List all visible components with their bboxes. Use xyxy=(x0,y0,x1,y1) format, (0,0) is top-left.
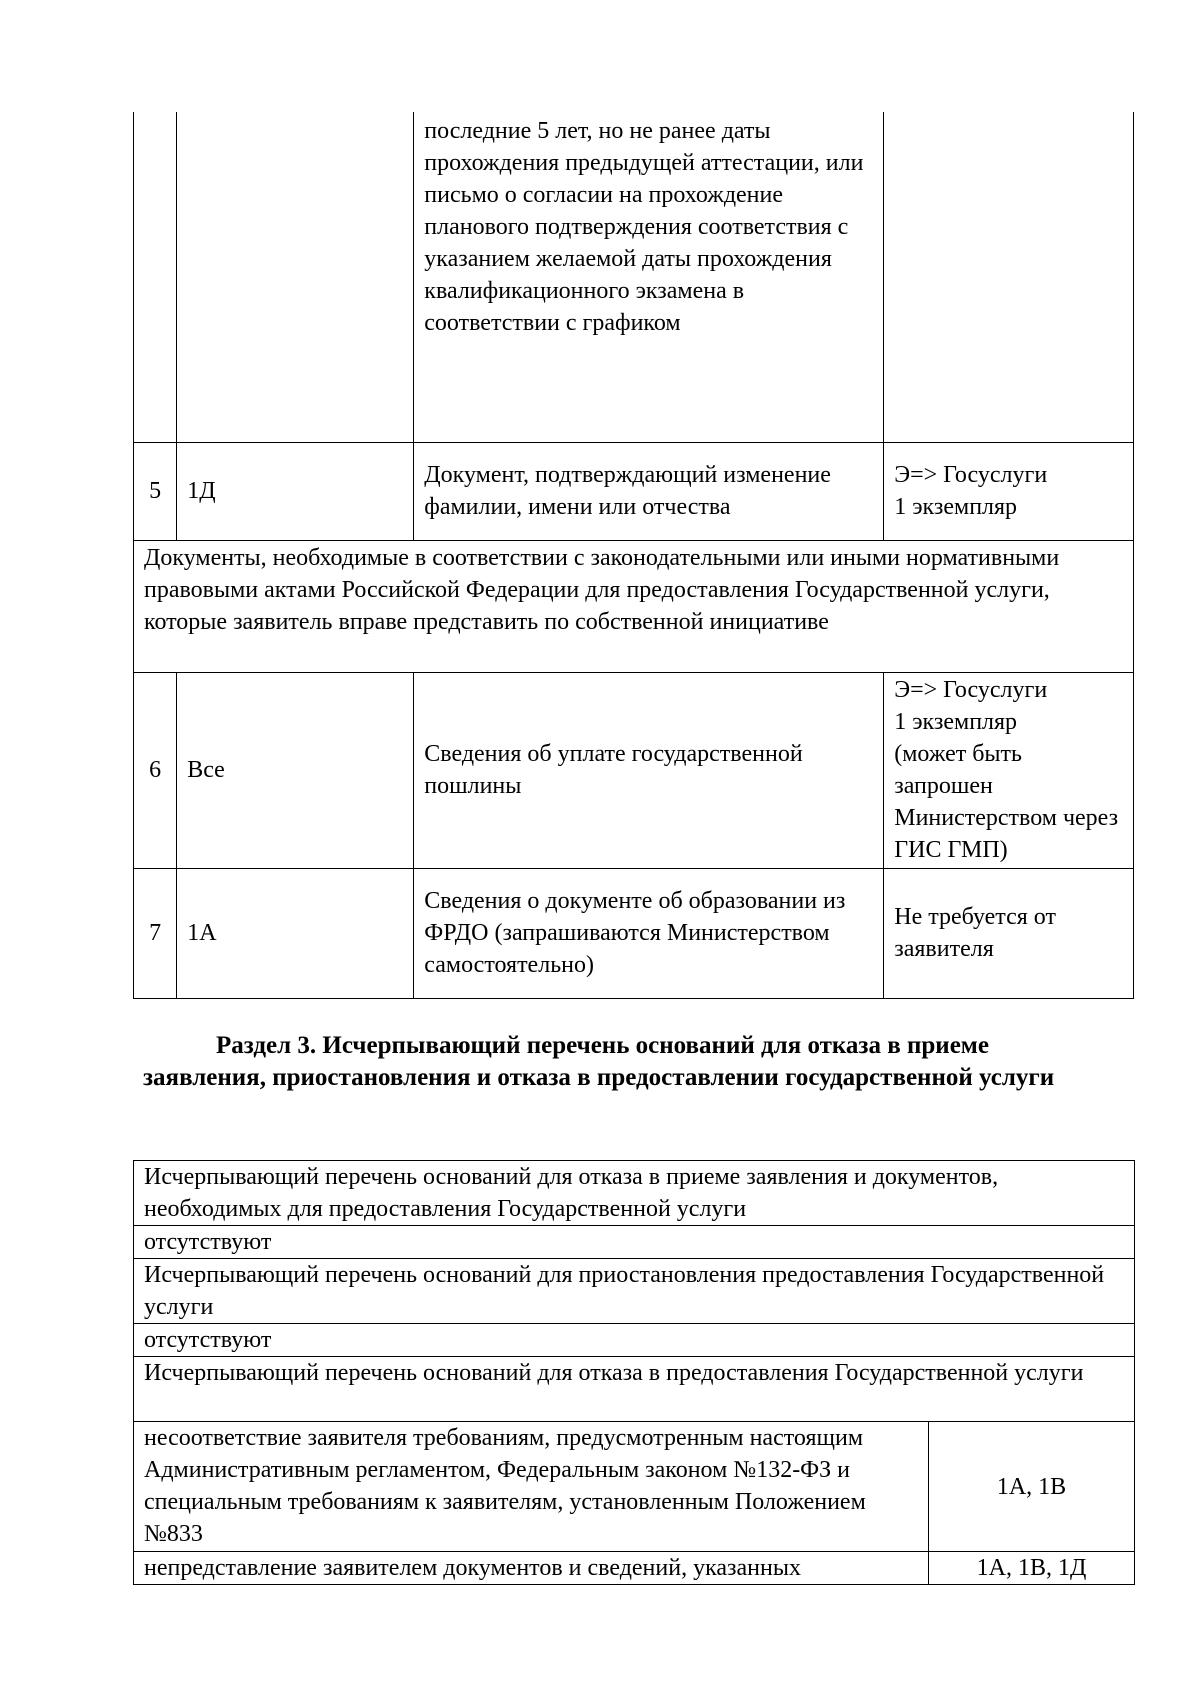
refusal-reason-cell: непредставление заявителем документов и сведений, указанных xyxy=(134,1552,929,1585)
refusal-accept-title: Исчерпывающий перечень оснований для отказа в приеме заявления и документов, необходимых для предоставления Государственной услуги xyxy=(134,1161,1135,1226)
section-3-heading: Раздел 3. Исчерпывающий перечень оснований для отказа в приеме заявления, приостановления и отказа в предоставлении государственной услуги xyxy=(143,1032,1055,1091)
table-row xyxy=(134,1357,1135,1422)
table-row xyxy=(134,1552,1135,1585)
row-number-cell: 7 xyxy=(134,868,177,998)
refusal-accept-value: отсутствуют xyxy=(134,1226,1135,1259)
table-row xyxy=(134,868,1134,998)
applicant-code-cell xyxy=(177,112,414,442)
row-number-cell: 5 xyxy=(134,442,177,540)
table-row xyxy=(134,1226,1135,1259)
document-description-cell xyxy=(414,112,884,442)
suspension-value: отсутствуют xyxy=(134,1324,1135,1357)
table-row xyxy=(134,672,1134,868)
table-row xyxy=(134,1161,1135,1226)
section-subheader: Документы, необходимые в соответствии с законодательными или иными нормативными правовыми актами Российской Федерации для предоставления Государственной услуги, которые заявитель вправе представить по собственной инициативе xyxy=(134,540,1134,672)
row-number-cell: 6 xyxy=(134,672,177,868)
table-row xyxy=(134,442,1134,540)
suspension-title: Исчерпывающий перечень оснований для приостановления предоставления Государственной услуги xyxy=(134,1259,1135,1324)
documents-table xyxy=(133,112,1134,999)
table-row xyxy=(134,540,1134,672)
document-description-cell: Сведения об уплате государственной пошлины xyxy=(414,672,884,868)
row-number-cell xyxy=(134,112,177,442)
grounds-table xyxy=(133,1160,1135,1585)
table-row xyxy=(134,1324,1135,1357)
document-description-cell: Сведения о документе об образовании из ФРДО (запрашиваются Министерством самостоятельно) xyxy=(414,868,884,998)
table-row xyxy=(134,1422,1135,1552)
submission-form-cell: Э=> Госуслуги 1 экземпляр (может быть запрошен Министерством через ГИС ГМП) xyxy=(884,672,1134,868)
document-description-cell: Документ, подтверждающий изменение фамилии, имени или отчества xyxy=(414,442,884,540)
applicant-codes-cell: 1А, 1В, 1Д xyxy=(929,1552,1135,1585)
applicant-code-cell: 1Д xyxy=(177,442,414,540)
applicant-code-cell: 1А xyxy=(177,868,414,998)
refusal-reason-cell: несоответствие заявителя требованиям, предусмотренным настоящим Административным регламентом, Федеральным законом №132-ФЗ и специальным требованиям к заявителям, установленным Положением №833 xyxy=(134,1422,929,1552)
table-row xyxy=(134,1259,1135,1324)
applicant-code-cell: Все xyxy=(177,672,414,868)
submission-form-cell: Не требуется от заявителя xyxy=(884,868,1134,998)
refusal-service-title: Исчерпывающий перечень оснований для отказа в предоставления Государственной услуги xyxy=(134,1357,1135,1422)
submission-form-cell: Э=> Госуслуги 1 экземпляр xyxy=(884,442,1134,540)
applicant-codes-cell: 1А, 1В xyxy=(929,1422,1135,1552)
submission-form-cell xyxy=(884,112,1134,442)
table-row xyxy=(134,112,1134,442)
continuation-text: последние 5 лет, но не ранее даты прохождения предыдущей аттестации, или письмо о согласии на прохождение планового подтверждения соответствия с указанием желаемой даты прохождения квалификационного экзамена в соответствии с графиком xyxy=(424,118,864,336)
